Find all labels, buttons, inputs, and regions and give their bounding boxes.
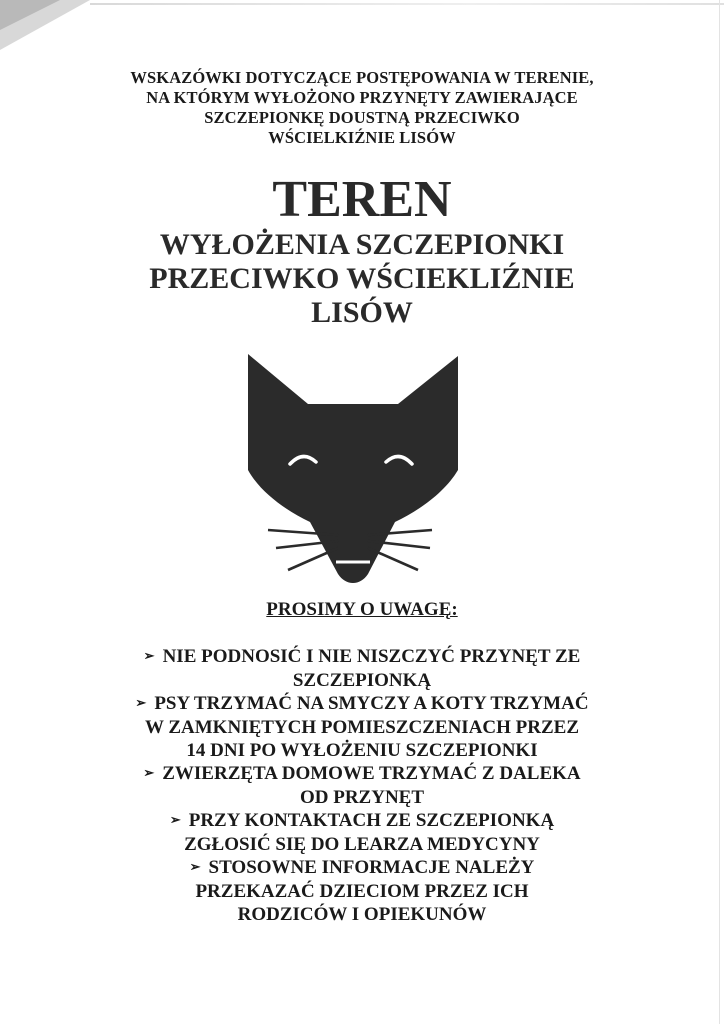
fox-head-icon [240, 352, 466, 592]
bullet-line [0, 692, 724, 716]
instructions-list [0, 645, 724, 926]
bullet-line: 14 DNI PO WYŁOŻENIU SZCZEPIONKI [186, 740, 538, 761]
header-line: WSKAZÓWKI DOTYCZĄCE POSTĘPOWANIA W TERENIE, [130, 68, 594, 87]
subtitle-line: WYŁOŻENIA SZCZEPIONKI [159, 228, 565, 261]
main-title: TEREN [272, 171, 452, 228]
scan-corner-shadow [0, 0, 90, 50]
bullet-text: STOSOWNE INFORMACJE NALEŻY [208, 857, 535, 878]
bullet-line [0, 809, 724, 833]
list-item [0, 762, 724, 809]
bullet-line: W ZAMKNIĘTYCH POMIESZCZENIACH PRZEZ [144, 717, 580, 738]
list-item [0, 809, 724, 856]
subtitle [0, 228, 724, 330]
arrow-bullet-icon: ➢ [189, 859, 201, 874]
header-instructions [0, 68, 724, 148]
list-item [0, 692, 724, 762]
header-line: NA KTÓRYM WYŁOŻONO PRZYNĘTY ZAWIERAJĄCE [146, 88, 578, 107]
bullet-text: PSY TRZYMAĆ NA SMYCZY A KOTY TRZYMAĆ [154, 693, 589, 714]
scan-edge-top [90, 3, 724, 5]
bullet-line: SZCZEPIONKĄ [292, 670, 432, 691]
subtitle-line: LISÓW [311, 296, 413, 329]
bullet-line [0, 856, 724, 880]
bullet-line [0, 762, 724, 786]
bullet-line: ZGŁOSIĆ SIĘ DO LEARZA MEDYCYNY [184, 834, 540, 855]
bullet-line: OD PRZYNĘT [299, 787, 425, 808]
arrow-bullet-icon: ➢ [135, 695, 147, 710]
bullet-text: NIE PODNOSIĆ I NIE NISZCZYĆ PRZYNĘT ZE [162, 646, 581, 667]
header-line: WŚCIELKIŹNIE LISÓW [268, 128, 456, 147]
arrow-bullet-icon: ➢ [169, 812, 181, 827]
arrow-bullet-icon: ➢ [143, 765, 155, 780]
bullet-line: RODZICÓW I OPIEKUNÓW [237, 904, 487, 925]
bullet-text: ZWIERZĘTA DOMOWE TRZYMAĆ Z DALEKA [162, 763, 581, 784]
bullet-line: PRZEKAZAĆ DZIECIOM PRZEZ ICH [195, 881, 529, 902]
arrow-bullet-icon: ➢ [143, 648, 155, 663]
notice-heading: PROSIMY O UWAGĘ: [266, 599, 458, 620]
subtitle-line: PRZECIWKO WŚCIEKLIŹNIE [149, 262, 575, 295]
bullet-text: PRZY KONTAKTACH ZE SZCZEPIONKĄ [188, 810, 555, 831]
header-line: SZCZEPIONKĘ DOUSTNĄ PRZECIWKO [204, 108, 520, 127]
list-item [0, 645, 724, 692]
bullet-line [0, 645, 724, 669]
list-item [0, 856, 724, 926]
